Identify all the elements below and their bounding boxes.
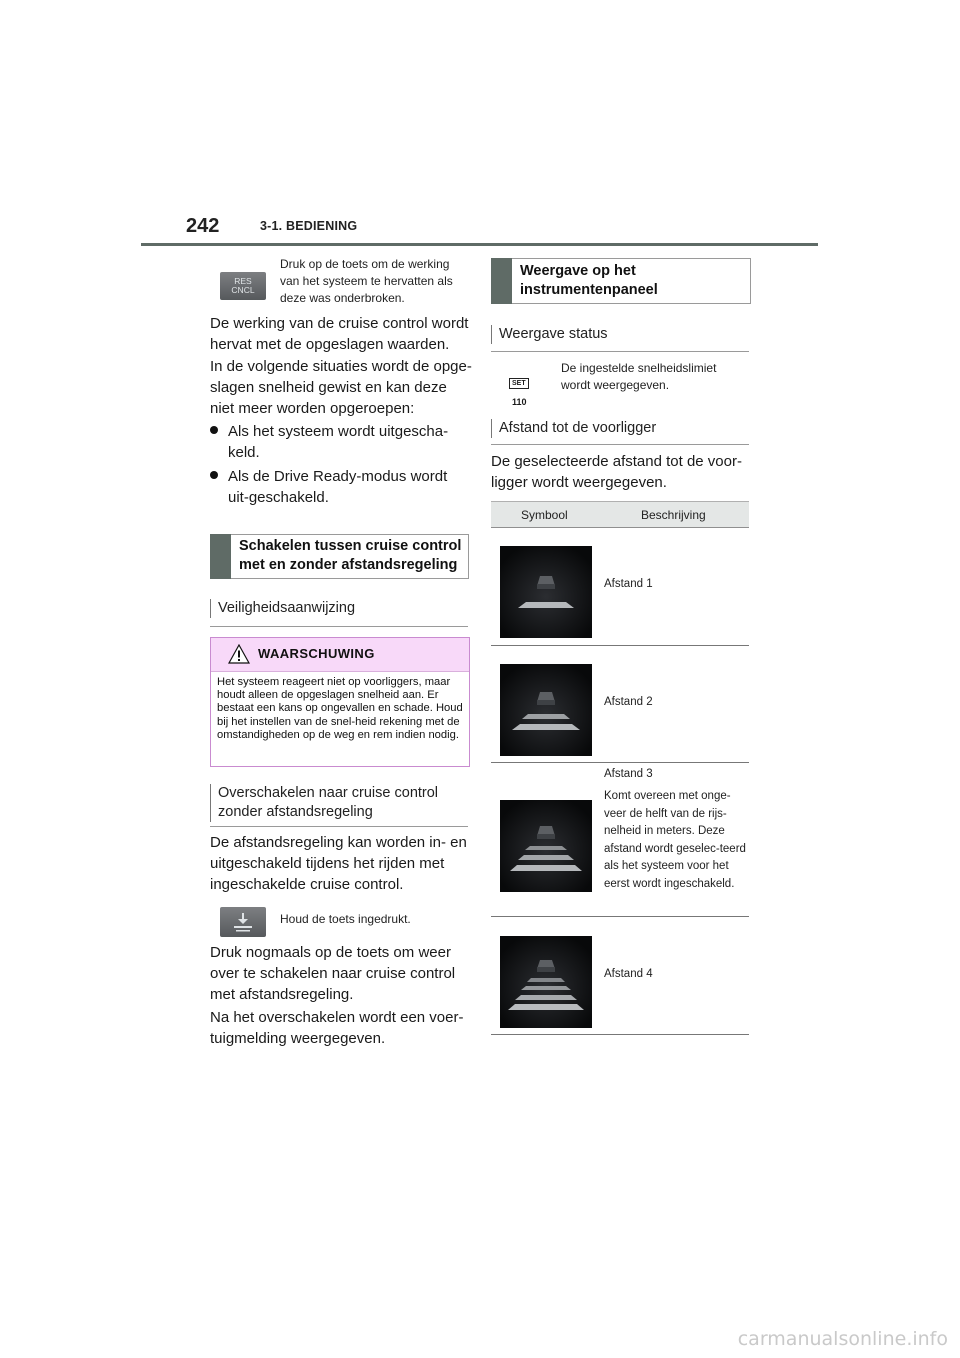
heading-display: Weergave op het instrumentenpaneel <box>520 263 658 298</box>
row-divider <box>491 1034 749 1035</box>
subheading-rule <box>491 351 749 352</box>
distance-3-image <box>500 800 592 892</box>
paragraph-resume: De werking van de cruise control wordt hervat met de opgeslagen waarden. <box>210 315 469 353</box>
distance-4-image <box>500 936 592 1028</box>
row-divider <box>491 645 749 646</box>
table-header <box>491 501 749 528</box>
row-divider <box>491 916 749 917</box>
cncl-label: CNCL <box>231 285 255 295</box>
subheading-rule <box>210 626 468 627</box>
paragraph-distance: De geselecteerde afstand tot de voor-ligger wordt weergegeven. <box>491 453 742 491</box>
set-value: 110 <box>512 396 527 407</box>
heading-accent-bar <box>210 534 231 579</box>
row-extra-description: Komt overeen met onge-veer de helft van de rijs-nelheid in meters. Deze afstand wordt geselec-teerd als het systeem voor het eerst wordt ingeschakeld. <box>604 790 746 890</box>
car-distance-graphic <box>500 936 592 1028</box>
heading-accent-bar <box>491 258 512 304</box>
distance-arrow-icon <box>220 907 266 937</box>
subheading-status: Weergave status <box>491 325 749 344</box>
column-header-description: Beschrijving <box>641 508 706 522</box>
page-number: 242 <box>186 215 220 237</box>
paragraph-situations: In de volgende situaties wordt de opge-slagen snelheid gewist en kan deze niet meer worden opgeroepen: <box>210 358 472 417</box>
heading-switch-box <box>210 534 469 579</box>
subheading-rule <box>210 826 468 827</box>
bullet-dot-icon <box>210 471 218 479</box>
row-label: Afstand 2 <box>604 696 653 708</box>
header-divider <box>141 243 818 246</box>
warning-header <box>211 638 469 672</box>
watermark: carmanualsonline.info <box>737 1328 948 1350</box>
warning-box <box>210 637 470 767</box>
warning-title: WAARSCHUWING <box>258 646 375 661</box>
section-title: 3-1. BEDIENING <box>260 219 358 233</box>
car-distance-graphic <box>500 664 592 756</box>
distance-2-image <box>500 664 592 756</box>
distance-button-icon <box>220 907 266 937</box>
res-label: RES <box>234 276 252 286</box>
warning-triangle-icon <box>228 644 250 664</box>
paragraph-toggle: De afstandsregeling kan worden in- en uitgeschakeld tijdens het rijden met ingeschakelde cruise control. <box>210 834 467 893</box>
subheading-rule <box>491 444 749 445</box>
bullet-text: Als de Drive Ready-modus wordt uit-geschakeld. <box>228 468 448 506</box>
bullet-item <box>210 466 472 508</box>
paragraph-press-again: Druk nogmaals op de toets om weer over te schakelen naar cruise control met afstandsregeling. <box>210 944 456 1003</box>
bullet-item <box>210 421 472 463</box>
set-speed-description: De ingestelde snelheidslimiet wordt weergegeven. <box>561 361 717 392</box>
car-distance-graphic <box>500 546 592 638</box>
row-label: Afstand 4 <box>604 968 653 980</box>
subheading-switch-over: Overschakelen naar cruise control zonder afstandsregeling <box>210 784 463 822</box>
heading-display-box <box>491 258 751 304</box>
warning-text: Het systeem reageert niet op voorliggers, maar houdt alleen de opgeslagen snelheid aan. Er bestaat een kans op ongevallen en schade. Houd bij het instellen van de snel-heid rekening met de omstandigheden op de weg en rem indien nodig. <box>217 676 463 741</box>
column-header-symbol: Symbool <box>521 508 568 522</box>
car-distance-graphic <box>500 800 592 892</box>
res-cncl-button-icon <box>220 272 266 300</box>
set-label: SET <box>509 378 529 389</box>
subheading-distance: Afstand tot de voorligger <box>491 419 749 438</box>
heading-switch: Schakelen tussen cruise control met en zonder afstandsregeling <box>239 538 462 573</box>
bullet-text: Als het systeem wordt uitgescha-keld. <box>228 423 449 461</box>
set-speed-icon <box>509 375 549 407</box>
res-button-description: Druk op de toets om de werking van het systeem te hervatten als deze was onderbroken. <box>280 257 453 305</box>
bullet-dot-icon <box>210 426 218 434</box>
distance-1-image <box>500 546 592 638</box>
row-label: Afstand 3 <box>604 768 653 780</box>
hold-button-description: Houd de toets ingedrukt. <box>280 912 411 926</box>
row-label: Afstand 1 <box>604 578 653 590</box>
row-divider <box>491 762 749 763</box>
paragraph-message: Na het overschakelen wordt een voer-tuigmelding weergegeven. <box>210 1009 464 1047</box>
subheading-safety: Veiligheidsaanwijzing <box>210 599 468 618</box>
